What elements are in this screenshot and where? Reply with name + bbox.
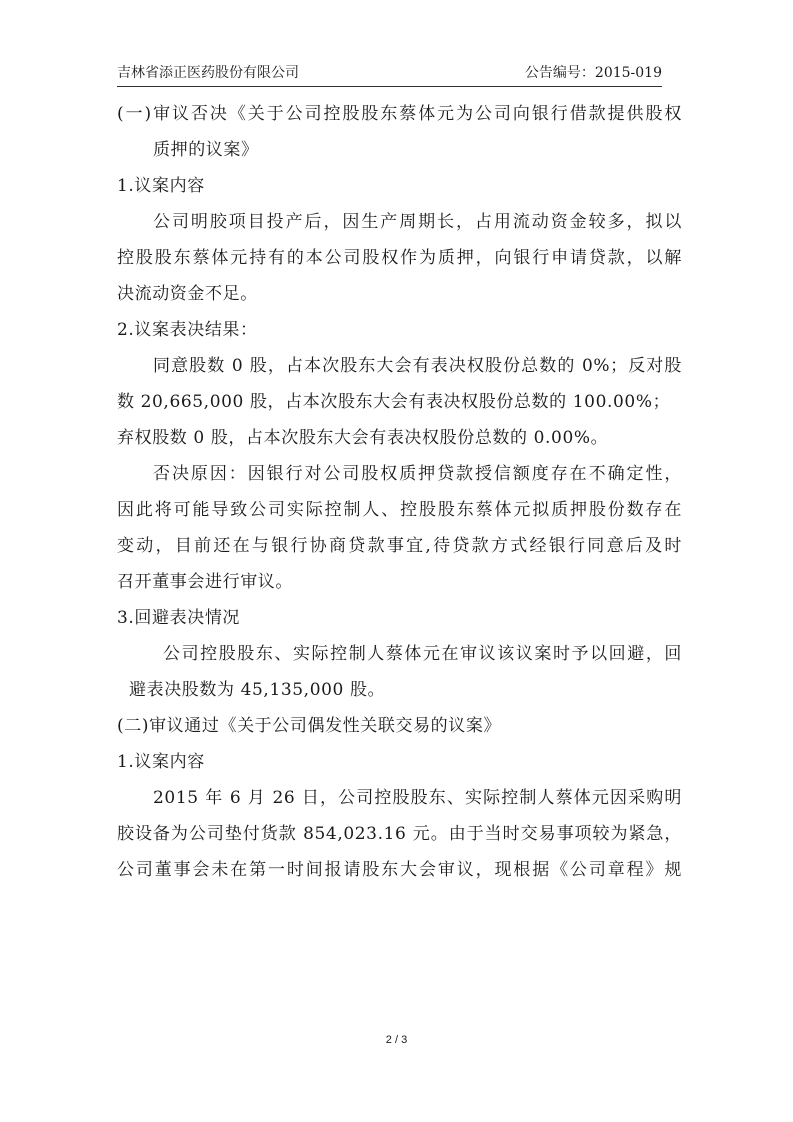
paragraph-line: 决流动资金不足。 bbox=[117, 284, 258, 304]
page-header bbox=[117, 56, 662, 87]
paragraph-line: 2015 年 6 月 26 日，公司控股股东、实际控制人蔡体元因采购明 bbox=[153, 788, 682, 808]
announcement-number: 公告编号：2015-019 bbox=[524, 65, 662, 81]
subheading: 1.议案内容 bbox=[117, 752, 205, 772]
paragraph-line: 公司控股股东、实际控制人蔡体元在审议该议案时予以回避，回 bbox=[163, 644, 682, 664]
paragraph-line: 数 20,665,000 股，占本次股东大会有表决权股份总数的 100.00%； bbox=[117, 392, 671, 412]
section-heading: (二)审议通过《关于公司偶发性关联交易的议案》 bbox=[117, 716, 502, 736]
paragraph-line: 同意股数 0 股，占本次股东大会有表决权股份总数的 0%；反对股 bbox=[153, 356, 682, 376]
paragraph-line: 否决原因：因银行对公司股权质押贷款授信额度存在不确定性， bbox=[153, 464, 682, 484]
paragraph-line: 避表决股数为 45,135,000 股。 bbox=[129, 680, 386, 700]
paragraph-line: 因此将可能导致公司实际控制人、控股股东蔡体元拟质押股份数存在 bbox=[117, 500, 682, 520]
subheading: 3.回避表决情况 bbox=[117, 608, 241, 628]
document-body bbox=[117, 96, 682, 888]
section-heading: (一)审议否决《关于公司控股股东蔡体元为公司向银行借款提供股权 bbox=[117, 104, 682, 124]
paragraph-line: 弃权股数 0 股，占本次股东大会有表决权股份总数的 0.00%。 bbox=[117, 428, 609, 448]
subheading: 2.议案表决结果： bbox=[117, 320, 258, 340]
company-name: 吉林省添正医药股份有限公司 bbox=[117, 65, 299, 81]
page-number: 2 / 3 bbox=[385, 1034, 408, 1046]
paragraph-line: 变动，目前还在与银行协商贷款事宜,待贷款方式经银行同意后及时 bbox=[117, 536, 682, 556]
section-heading-cont: 质押的议案》 bbox=[153, 140, 259, 160]
paragraph-line: 公司明胶项目投产后，因生产周期长，占用流动资金较多，拟以 bbox=[153, 212, 682, 232]
paragraph-line: 公司董事会未在第一时间报请股东大会审议，现根据《公司章程》规 bbox=[117, 860, 682, 880]
paragraph-line: 召开董事会进行审议。 bbox=[117, 572, 293, 592]
paragraph-line: 控股股东蔡体元持有的本公司股权作为质押，向银行申请贷款，以解 bbox=[117, 248, 682, 268]
paragraph-line: 胶设备为公司垫付货款 854,023.16 元。由于当时交易事项较为紧急， bbox=[117, 824, 682, 844]
subheading: 1.议案内容 bbox=[117, 176, 205, 196]
